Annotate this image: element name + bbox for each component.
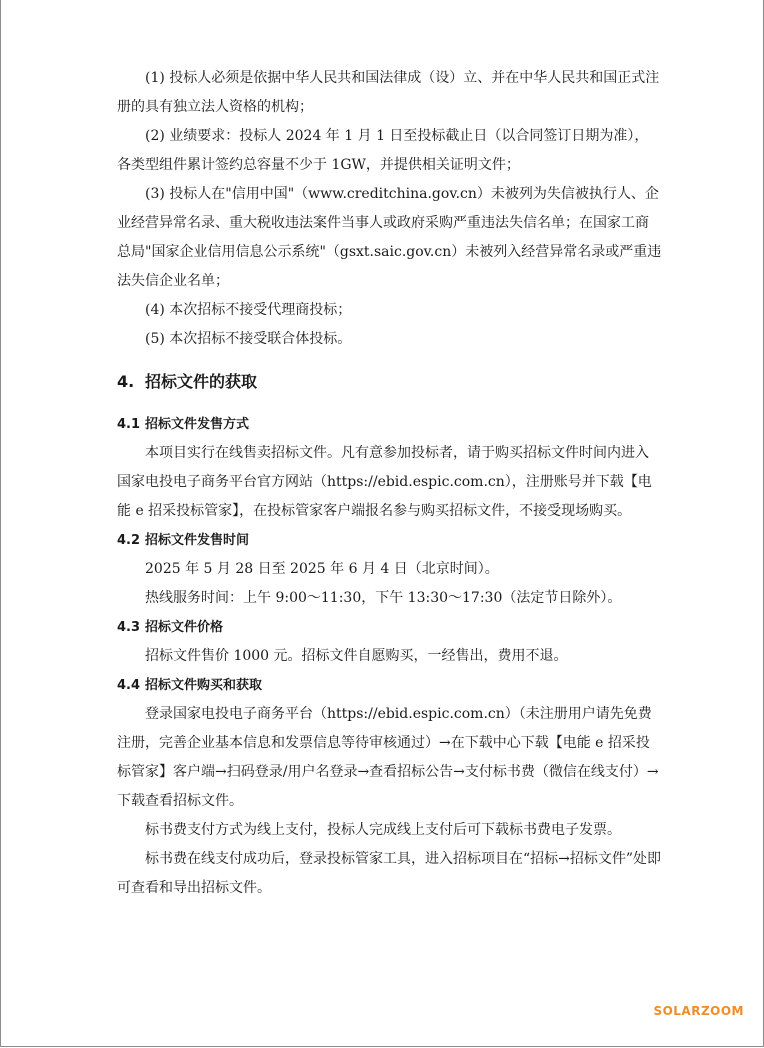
solarzoom-watermark: SOLARZOOM [653,1004,744,1018]
document-body [117,64,662,903]
s4-2-hotline-hours: 热线服务时间：上午 9:00～11:30，下午 13:30～17:30（法定节日除外）。 [145,590,622,606]
subsection-4-4-heading [117,671,662,700]
requirement-5: (5) 本次招标不接受联合体投标。 [145,331,352,347]
requirement-2: (2) 业绩要求：投标人 2024 年 1 月 1 日至投标截止日（以合同签订日期为准），各类型组件累计签约总容量不少于 1GW，并提供相关证明文件； [117,128,649,173]
section-4-heading [117,366,662,398]
s4-4-procedure: 登录国家电投电子商务平台（https://ebid.espic.com.cn）（未注册用户请先免费注册，完善企业基本信息和发票信息等待审核通过）→在下载中心下载【电能 e 招采投标管家】客户端→扫码登录/用户名登录→查看招标公告→支付标书费（微信在线支付）→下载查看招标文件。 [117,706,659,809]
requirement-4: (4) 本次招标不接受代理商投标； [145,302,352,318]
subsection-number: 4.1 [117,417,141,432]
s4-3-paragraph: 招标文件售价 1000 元。招标文件自愿购买，一经售出，费用不退。 [145,648,568,664]
subsection-4-3-heading [117,613,662,642]
subsection-title: 招标文件发售时间 [145,533,250,548]
requirement-3: (3) 投标人在"信用中国"（www.creditchina.gov.cn）未被列为失信被执行人、企业经营异常名录、重大税收违法案件当事人或政府采购严重违法失信名单；在国家工商总局"国家企业信用信息公示系统"（gsxt.saic.gov.cn）未被列入经营异常名录或严重违法失信企业名单； [117,186,662,289]
subsection-number: 4.4 [117,678,141,693]
subsection-4-2-heading [117,526,662,555]
subsection-title: 招标文件发售方式 [145,417,250,432]
subsection-4-1-heading [117,410,662,439]
s4-4-download-instructions: 标书费在线支付成功后，登录投标管家工具，进入招标项目在“招标→招标文件”处即可查看和导出招标文件。 [117,851,662,896]
subsection-number: 4.3 [117,620,141,635]
subsection-number: 4.2 [117,533,141,548]
requirement-1: (1) 投标人必须是依据中华人民共和国法律成（设）立、并在中华人民共和国正式注册的具有独立法人资格的机构； [117,70,660,115]
s4-1-paragraph: 本项目实行在线售卖招标文件。凡有意参加投标者，请于购买招标文件时间内进入国家电投电子商务平台官方网站（https://ebid.espic.com.cn），注册账号并下载【电能 e 招采投标管家】，在投标管家客户端报名参与购买招标文件，不接受现场购买。 [117,445,652,519]
s4-2-sale-dates: 2025 年 5 月 28 日至 2025 年 6 月 4 日（北京时间）。 [145,561,499,577]
s4-4-payment-method: 标书费支付方式为线上支付，投标人完成线上支付后可下载标书费电子发票。 [145,822,621,838]
section-number: 4. [117,372,135,391]
subsection-title: 招标文件价格 [145,620,224,635]
section-title: 招标文件的获取 [145,372,258,391]
subsection-title: 招标文件购买和获取 [145,678,263,693]
